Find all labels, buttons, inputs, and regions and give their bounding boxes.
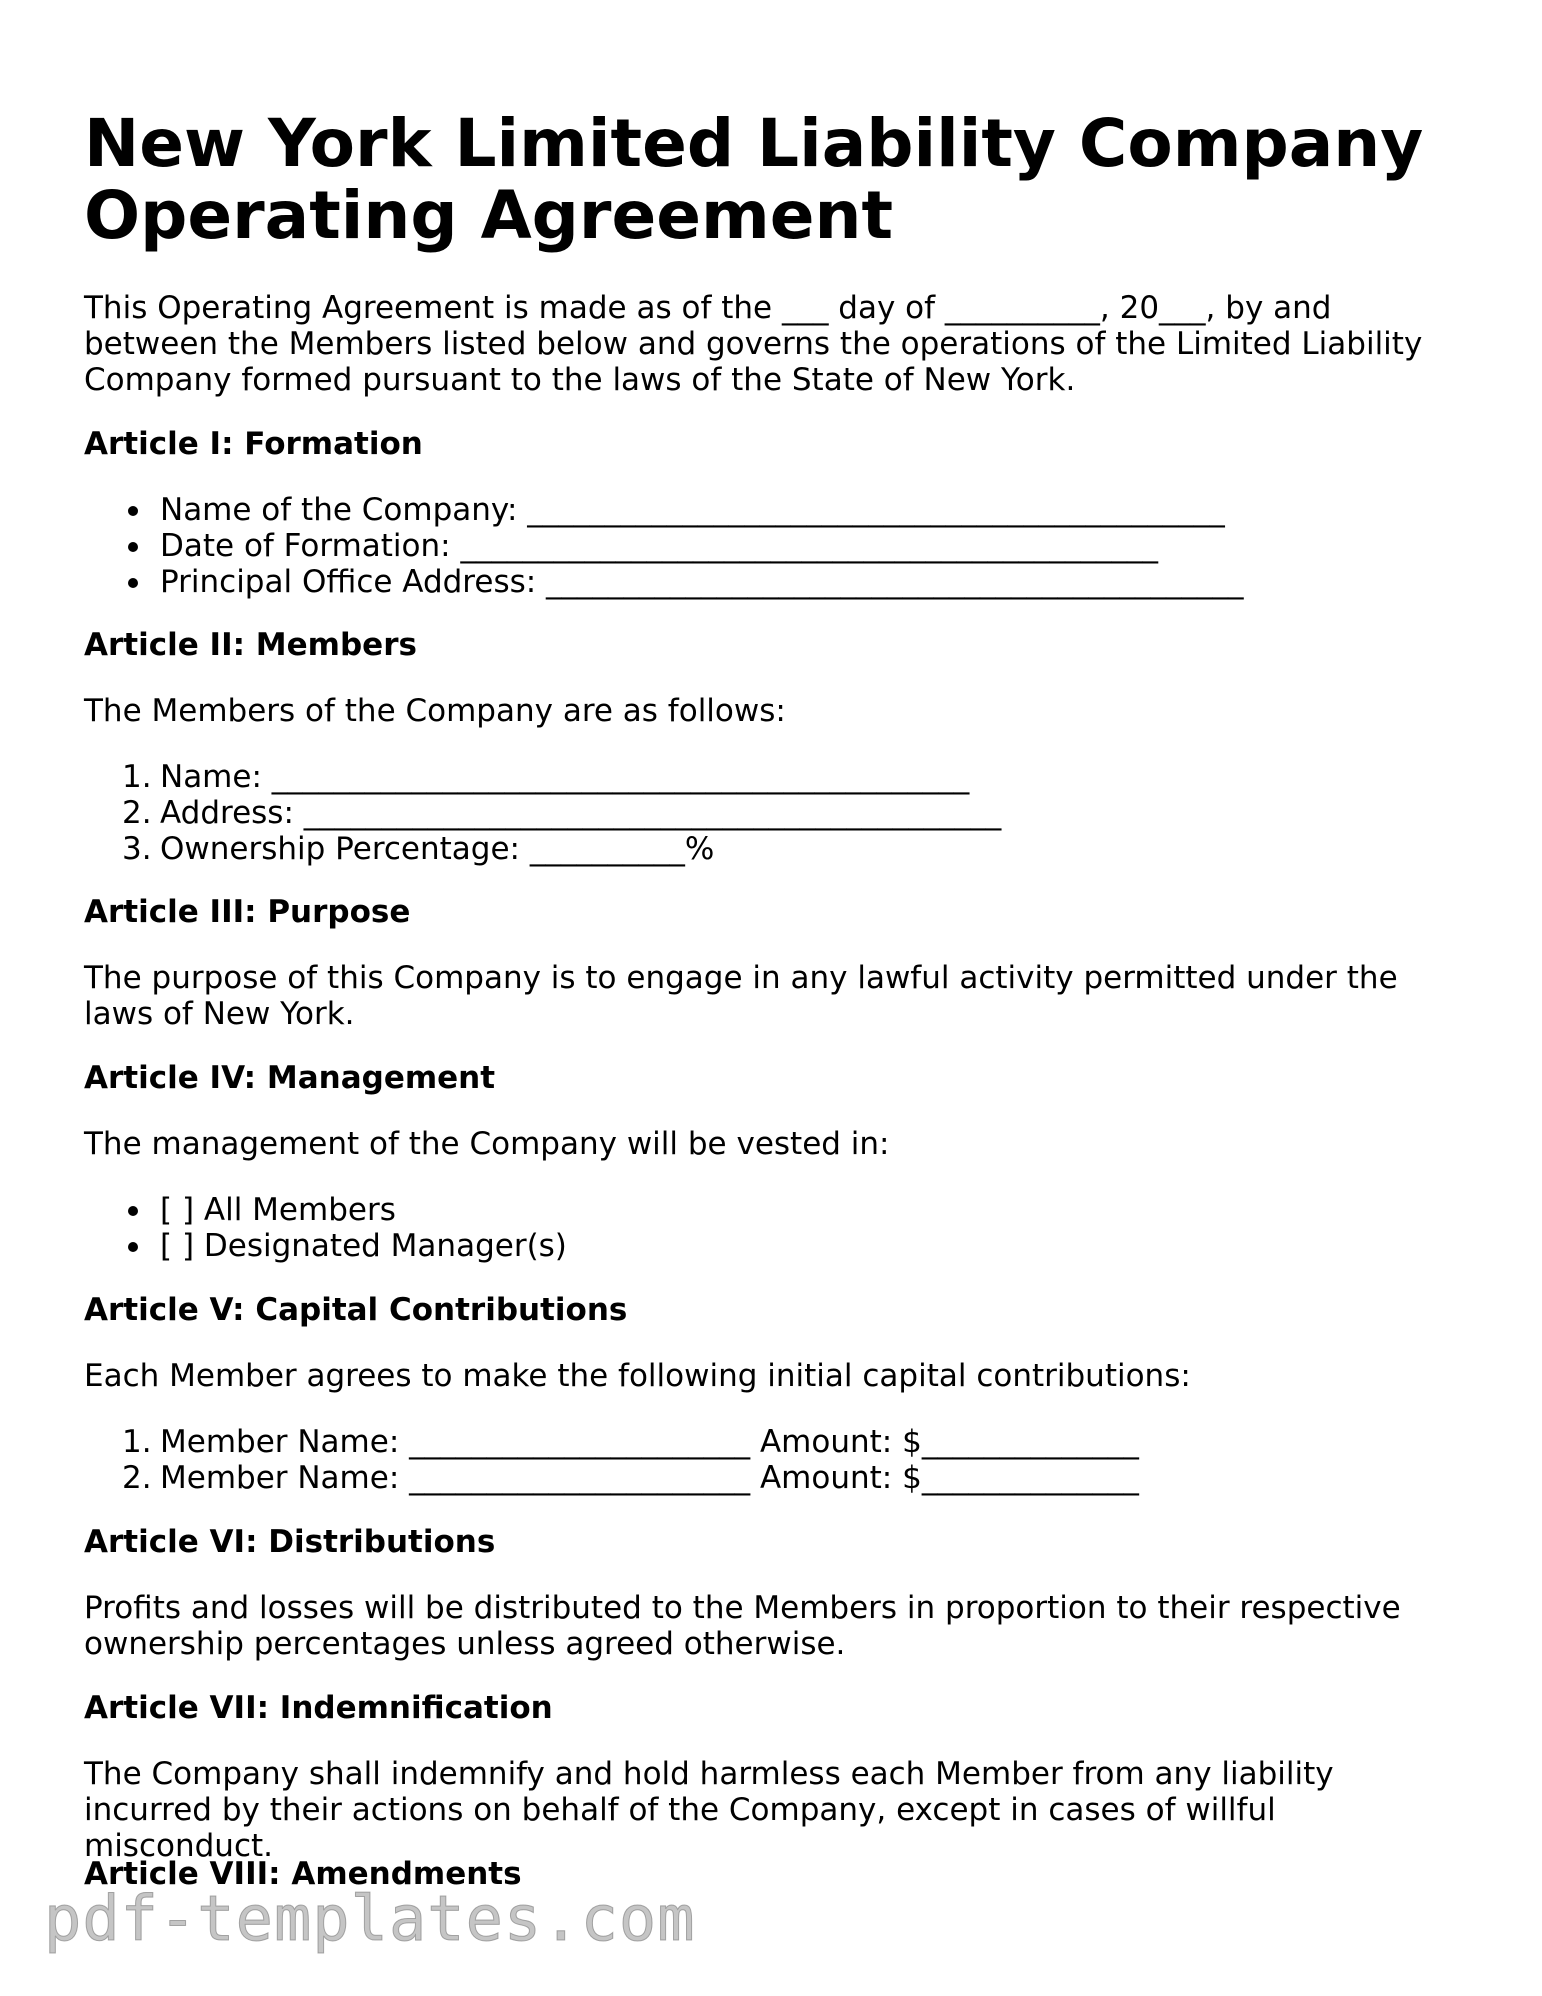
article-4-text: The management of the Company will be vested in:	[84, 1126, 890, 1162]
list-item: Principal Office Address: _____________________________________________	[84, 564, 1244, 600]
list-item: Name of the Company: _____________________________________________	[84, 492, 1244, 528]
article-5-heading: Article V: Capital Contributions	[84, 1292, 628, 1328]
article-6-text: Profits and losses will be distributed to the Members in proportion to their respective ownership percentages unless agreed otherwise.	[84, 1590, 1401, 1662]
article-4-list	[84, 1192, 567, 1264]
article-3-heading: Article III: Purpose	[84, 894, 411, 930]
document-title: New York Limited Liability Company Operating Agreement	[84, 105, 1424, 254]
article-2-text: The Members of the Company are as follows:	[84, 693, 786, 729]
list-item: 3. Ownership Percentage: __________%	[122, 831, 715, 867]
watermark: pdf-templates.com	[44, 1882, 696, 1955]
article-7-heading: Article VII: Indemnification	[84, 1690, 553, 1726]
article-3-text: The purpose of this Company is to engage in any lawful activity permitted under the laws of New York.	[84, 960, 1398, 1032]
article-1-list	[84, 492, 1244, 600]
list-item: [ ] All Members	[84, 1192, 567, 1228]
article-5-list	[84, 1424, 1139, 1496]
article-7-text: The Company shall indemnify and hold harmless each Member from any liability incurred by their actions on behalf of the Company, except in cases of willful misconduct.	[84, 1756, 1334, 1864]
article-5-text: Each Member agrees to make the following initial capital contributions:	[84, 1358, 1191, 1394]
article-6-heading: Article VI: Distributions	[84, 1524, 496, 1560]
list-item: 2. Address: _____________________________________________	[122, 795, 1002, 831]
list-item: 2. Member Name: ______________________ Amount: $______________	[122, 1460, 1139, 1496]
intro-paragraph: This Operating Agreement is made as of the ___ day of __________, 20___, by and between the Members listed below and governs the operations of the Limited Liability Company formed pursuant to the laws of the State of New York.	[84, 290, 1423, 398]
article-1-heading: Article I: Formation	[84, 426, 423, 462]
article-8-heading: Article VIII: Amendments	[84, 1856, 522, 1892]
article-2-heading: Article II: Members	[84, 627, 417, 663]
article-2-list	[84, 759, 1001, 867]
list-item: 1. Member Name: ______________________ Amount: $______________	[122, 1424, 1139, 1460]
list-item: [ ] Designated Manager(s)	[84, 1228, 567, 1264]
article-4-heading: Article IV: Management	[84, 1060, 496, 1096]
list-item: Date of Formation: _____________________________________________	[84, 528, 1244, 564]
list-item: 1. Name: _____________________________________________	[122, 759, 970, 795]
